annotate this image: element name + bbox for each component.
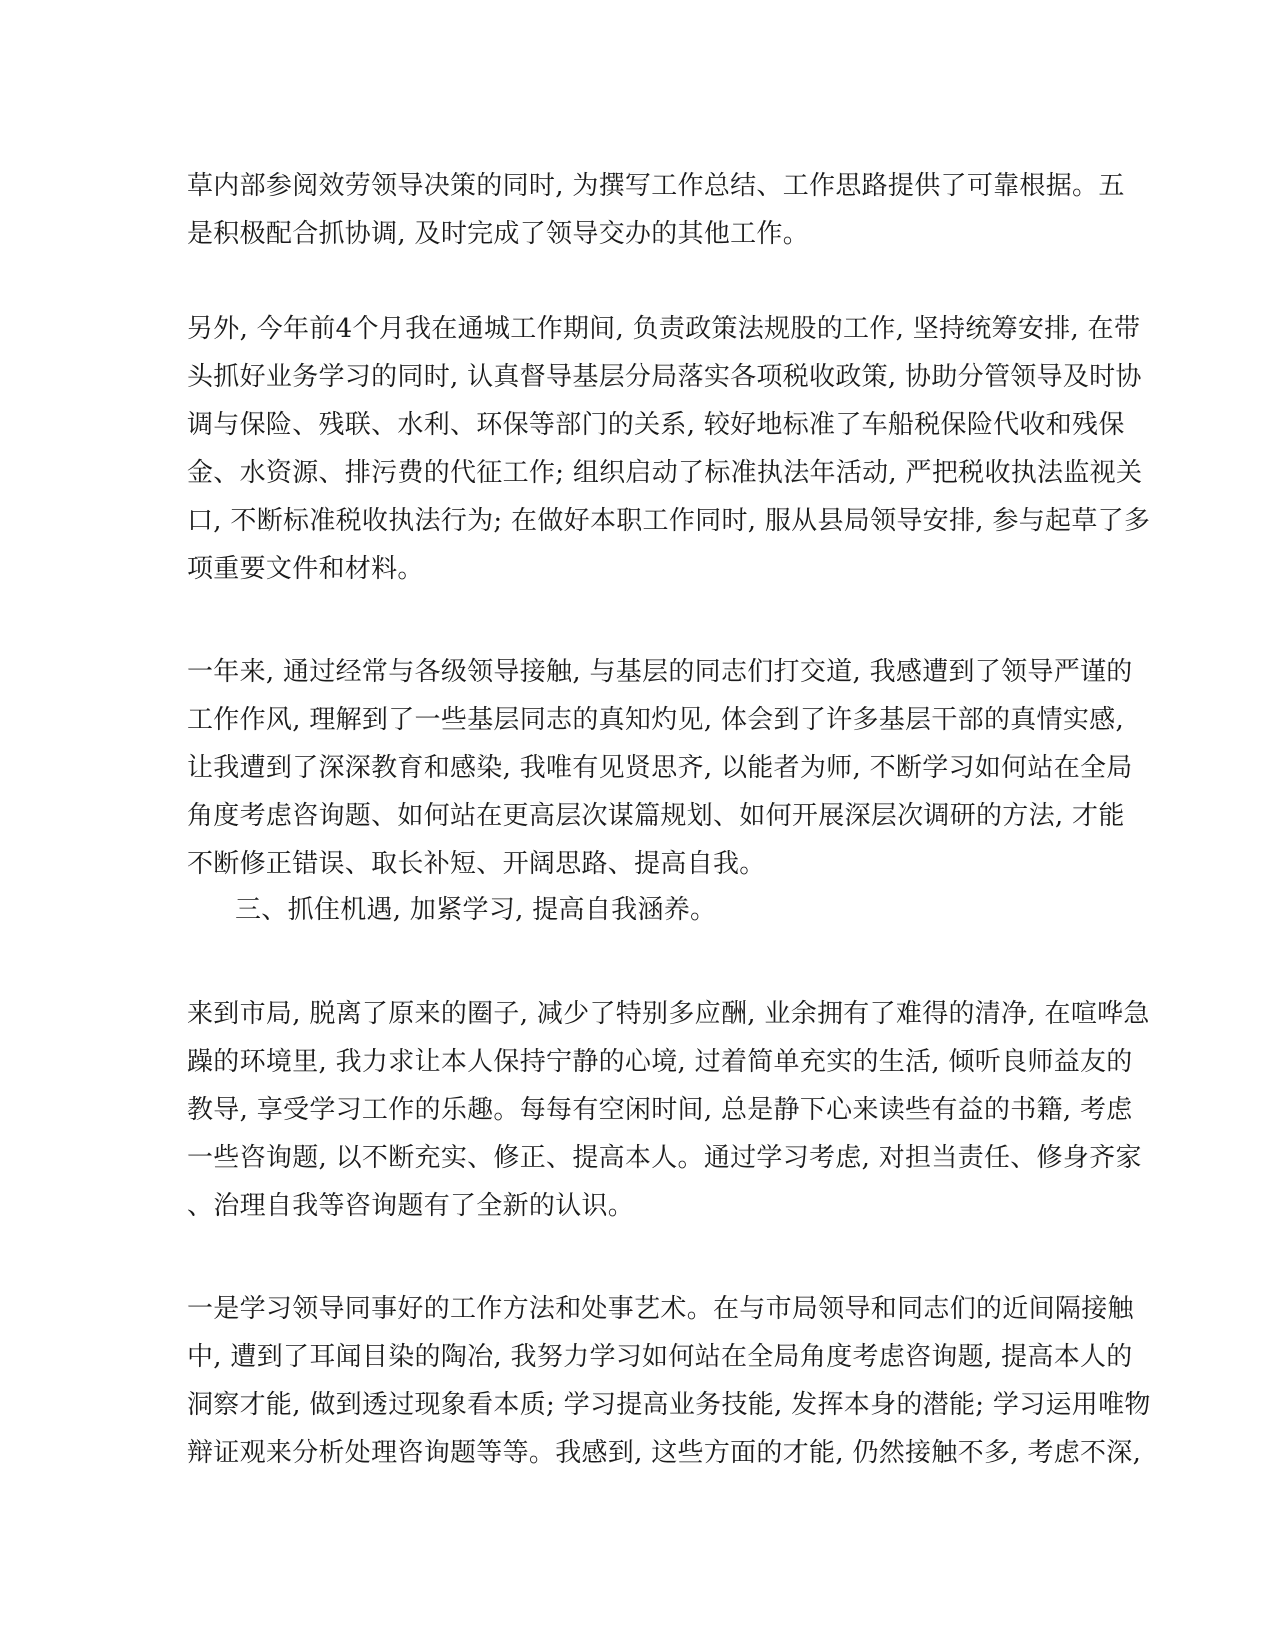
paragraph-4 bbox=[187, 990, 1150, 1230]
text-line: 洞察才能, 做到透过现象看本质; 学习提高业务技能, 发挥本身的潜能; 学习运用唯物 bbox=[187, 1390, 1151, 1420]
text-line: 一是学习领导同事好的工作方法和处事艺术。在与市局领导和同志们的近间隔接触 bbox=[187, 1294, 1134, 1324]
text-line: 辩证观来分析处理咨询题等等。我感到, 这些方面的才能, 仍然接触不多, 考虑不深, bbox=[187, 1438, 1142, 1468]
text-line: 、治理自我等咨询题有了全新的认识。 bbox=[187, 1191, 635, 1221]
text-line: 让我遭到了深深教育和感染, 我唯有见贤思齐, 以能者为师, 不断学习如何站在全局 bbox=[187, 753, 1133, 783]
text-line: 口, 不断标准税收执法行为; 在做好本职工作同时, 服从县局领导安排, 参与起草了多 bbox=[187, 506, 1151, 536]
section-heading-text: 三、抓住机遇, 加紧学习, 提高自我涵养。 bbox=[235, 895, 717, 925]
text-line: 不断修正错误、取长补短、开阔思路、提高自我。 bbox=[187, 849, 766, 879]
text-line: 另外, 今年前4个月我在通城工作期间, 负责政策法规股的工作, 坚持统筹安排, 在带 bbox=[187, 314, 1141, 344]
text-line: 一年来, 通过经常与各级领导接触, 与基层的同志们打交道, 我感遭到了领导严谨的 bbox=[187, 657, 1133, 687]
text-line: 草内部参阅效劳领导决策的同时, 为撰写工作总结、工作思路提供了可靠根据。五 bbox=[187, 171, 1125, 201]
text-line: 头抓好业务学习的同时, 认真督导基层分局落实各项税收政策, 协助分管领导及时协 bbox=[187, 362, 1142, 392]
text-line: 金、水资源、排污费的代征工作; 组织启动了标准执法年活动, 严把税收执法监视关 bbox=[187, 458, 1143, 488]
text-line: 是积极配合抓协调, 及时完成了领导交办的其他工作。 bbox=[187, 219, 810, 249]
text-line: 工作作风, 理解到了一些基层同志的真知灼见, 体会到了许多基层干部的真情实感, bbox=[187, 705, 1125, 735]
paragraph-1 bbox=[187, 162, 1125, 258]
paragraph-3 bbox=[187, 648, 1133, 888]
text-line: 角度考虑咨询题、如何站在更高层次谋篇规划、如何开展深层次调研的方法, 才能 bbox=[187, 801, 1125, 831]
text-line: 躁的环境里, 我力求让本人保持宁静的心境, 过着简单充实的生活, 倾听良师益友的 bbox=[187, 1047, 1133, 1077]
text-line: 教导, 享受学习工作的乐趣。每每有空闲时间, 总是静下心来读些有益的书籍, 考虑 bbox=[187, 1095, 1133, 1125]
text-line: 调与保险、残联、水利、环保等部门的关系, 较好地标准了车船税保险代收和残保 bbox=[187, 410, 1125, 440]
section-heading bbox=[235, 886, 1135, 934]
text-line: 项重要文件和材料。 bbox=[187, 554, 424, 584]
text-line: 来到市局, 脱离了原来的圈子, 减少了特别多应酬, 业余拥有了难得的清净, 在喧哗急 bbox=[187, 999, 1150, 1029]
paragraph-2 bbox=[187, 305, 1151, 593]
text-line: 一些咨询题, 以不断充实、修正、提高本人。通过学习考虑, 对担当责任、修身齐家 bbox=[187, 1143, 1142, 1173]
paragraph-5 bbox=[187, 1285, 1151, 1477]
text-line: 中, 遭到了耳闻目染的陶冶, 我努力学习如何站在全局角度考虑咨询题, 提高本人的 bbox=[187, 1342, 1133, 1372]
